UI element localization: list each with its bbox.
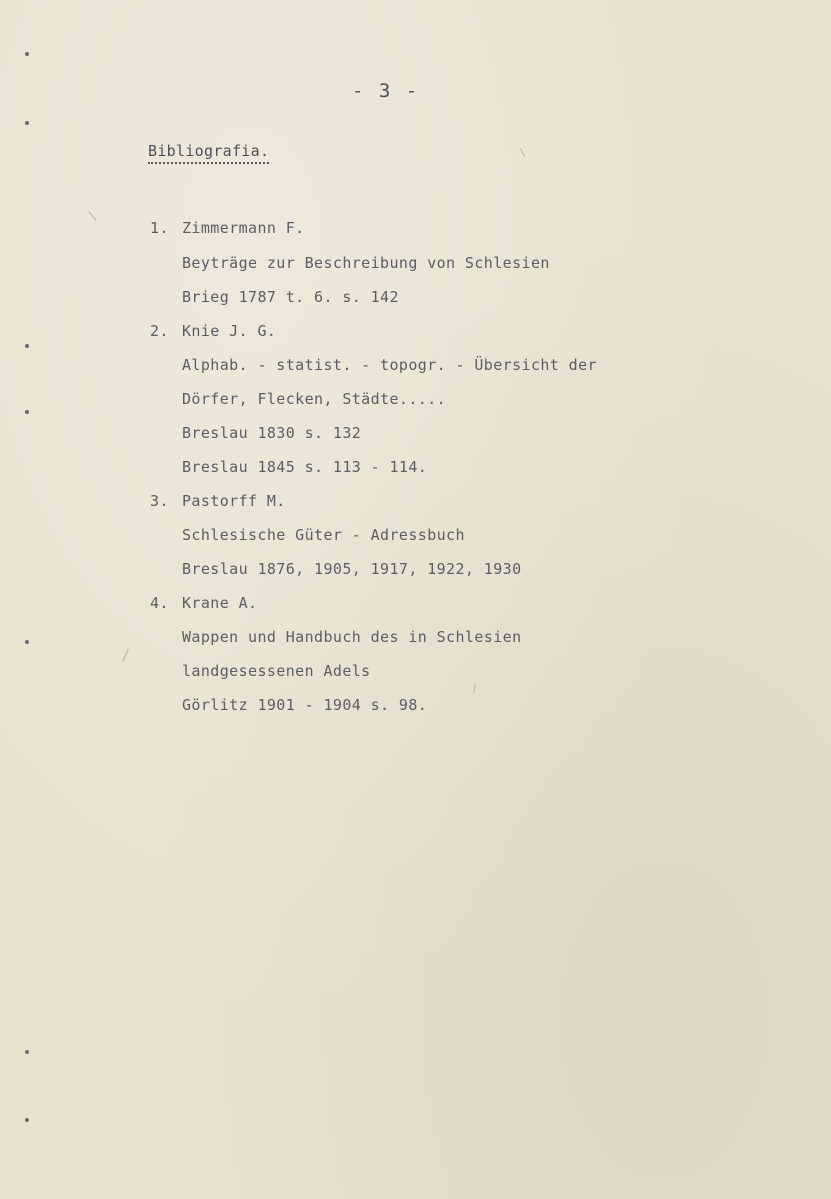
entry-number: 2. — [150, 322, 169, 340]
entry-author: Zimmermann F. — [182, 219, 305, 237]
entry-number: 3. — [150, 492, 169, 510]
binder-hole-mark — [25, 52, 29, 56]
entry-number: 4. — [150, 594, 169, 612]
entry-line: Breslau 1845 s. 113 - 114. — [182, 458, 428, 476]
entry-line: Brieg 1787 t. 6. s. 142 — [182, 288, 399, 306]
entry-number: 1. — [150, 219, 169, 237]
binder-hole-mark — [25, 410, 29, 414]
bibliography-heading: Bibliografia. — [148, 142, 269, 164]
entry-line: Dörfer, Flecken, Städte..... — [182, 390, 447, 408]
binder-hole-mark — [25, 1050, 29, 1054]
binder-hole-mark — [25, 1118, 29, 1122]
entry-line: Breslau 1876, 1905, 1917, 1922, 1930 — [182, 560, 522, 578]
entry-line: landgesessenen Adels — [182, 662, 371, 680]
entry-author: Knie J. G. — [182, 322, 277, 340]
binder-hole-mark — [25, 640, 29, 644]
entry-author: Krane A. — [182, 594, 258, 612]
entry-line: Görlitz 1901 - 1904 s. 98. — [182, 696, 428, 714]
entry-line: Beyträge zur Beschreibung von Schlesien — [182, 254, 550, 272]
paper-fiber-mark — [122, 648, 129, 661]
entry-line: Schlesische Güter - Adressbuch — [182, 526, 465, 544]
paper-fiber-mark — [473, 684, 476, 693]
entry-author: Pastorff M. — [182, 492, 286, 510]
binder-hole-mark — [25, 344, 29, 348]
binder-hole-mark — [25, 121, 29, 125]
paper-fiber-mark — [88, 211, 96, 221]
entry-line: Alphab. - statist. - topogr. - Übersicht der — [182, 356, 597, 374]
paper-fiber-mark — [520, 148, 525, 157]
entry-line: Wappen und Handbuch des in Schlesien — [182, 628, 522, 646]
page-number: - 3 - — [352, 80, 420, 102]
entry-line: Breslau 1830 s. 132 — [182, 424, 362, 442]
